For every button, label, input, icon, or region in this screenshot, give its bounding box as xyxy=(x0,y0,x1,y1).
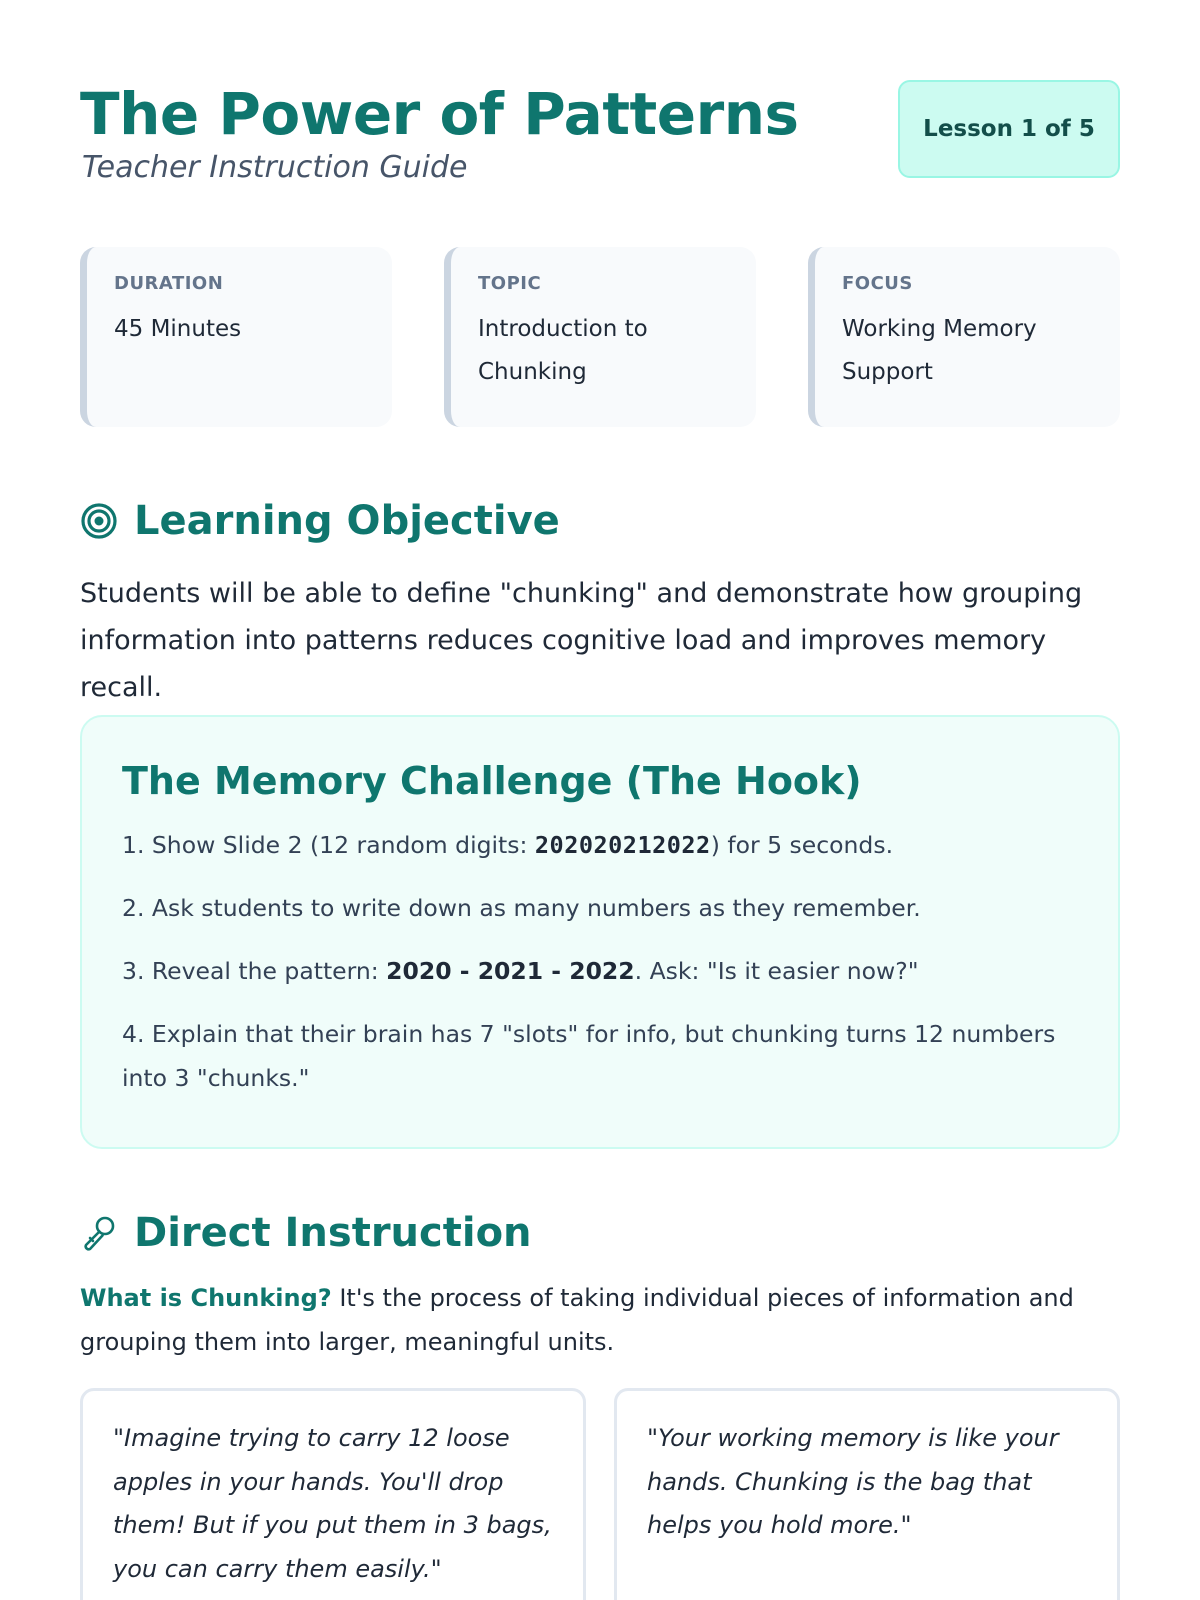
meta-cards xyxy=(80,247,1120,427)
target-icon xyxy=(80,502,118,540)
meta-label: DURATION xyxy=(114,273,224,294)
section-title: Direct Instruction xyxy=(134,1210,532,1256)
learning-objective-heading xyxy=(80,498,560,544)
microphone-icon xyxy=(80,1214,118,1252)
quote-text: "Your working memory is like your hands. Chunking is the bag that helps you hold more." xyxy=(647,1424,1059,1539)
hook-step: 1. Show Slide 2 (12 random digits: 202020212022) for 5 seconds. xyxy=(122,831,894,859)
direct-instruction-heading xyxy=(80,1210,532,1256)
analogy-quotes xyxy=(80,1388,1120,1600)
meta-card-topic xyxy=(444,247,756,427)
hook-step: 2. Ask students to write down as many numbers as they remember. xyxy=(122,894,921,922)
section-title: Learning Objective xyxy=(134,498,560,544)
quote-card xyxy=(80,1388,586,1600)
memory-challenge-box xyxy=(80,715,1120,1149)
hook-steps xyxy=(122,823,1080,1100)
meta-label: TOPIC xyxy=(478,273,542,294)
meta-value: Working Memory Support xyxy=(842,316,1037,385)
page-subtitle: Teacher Instruction Guide xyxy=(82,150,468,185)
digit-sequence: 202020212022 xyxy=(534,831,711,859)
objective-text: Students will be able to define "chunking" and demonstrate how grouping information into patterns reduces cognitive load and improves memory recall. xyxy=(80,578,1083,703)
meta-value: 45 Minutes xyxy=(114,316,242,342)
hook-title: The Memory Challenge (The Hook) xyxy=(122,759,862,803)
hook-step: 3. Reveal the pattern: 2020 - 2021 - 2022. Ask: "Is it easier now?" xyxy=(122,957,919,985)
quote-text: "Imagine trying to carry 12 loose apples in your hands. You'll drop them! But if you put them in 3 bags, you can carry them easily." xyxy=(113,1424,552,1583)
instruction-lead: What is Chunking? xyxy=(80,1284,332,1312)
lesson-badge: Lesson 1 of 5 xyxy=(898,80,1120,178)
meta-card-focus xyxy=(808,247,1120,427)
pattern-highlight: 2020 - 2021 - 2022 xyxy=(386,957,635,985)
header xyxy=(80,78,1120,198)
meta-value: Introduction to Chunking xyxy=(478,316,648,385)
instruction-body: It's the process of taking individual pieces of information and grouping them into larger, meaningful units. xyxy=(80,1284,1074,1356)
instruction-text xyxy=(80,1276,1120,1364)
meta-card-duration xyxy=(80,247,392,427)
hook-step: 4. Explain that their brain has 7 "slots" for info, but chunking turns 12 numbers into 3 "chunks." xyxy=(122,1020,1056,1092)
meta-label: FOCUS xyxy=(842,273,913,294)
quote-card xyxy=(614,1388,1120,1600)
page-title: The Power of Patterns xyxy=(80,80,799,148)
